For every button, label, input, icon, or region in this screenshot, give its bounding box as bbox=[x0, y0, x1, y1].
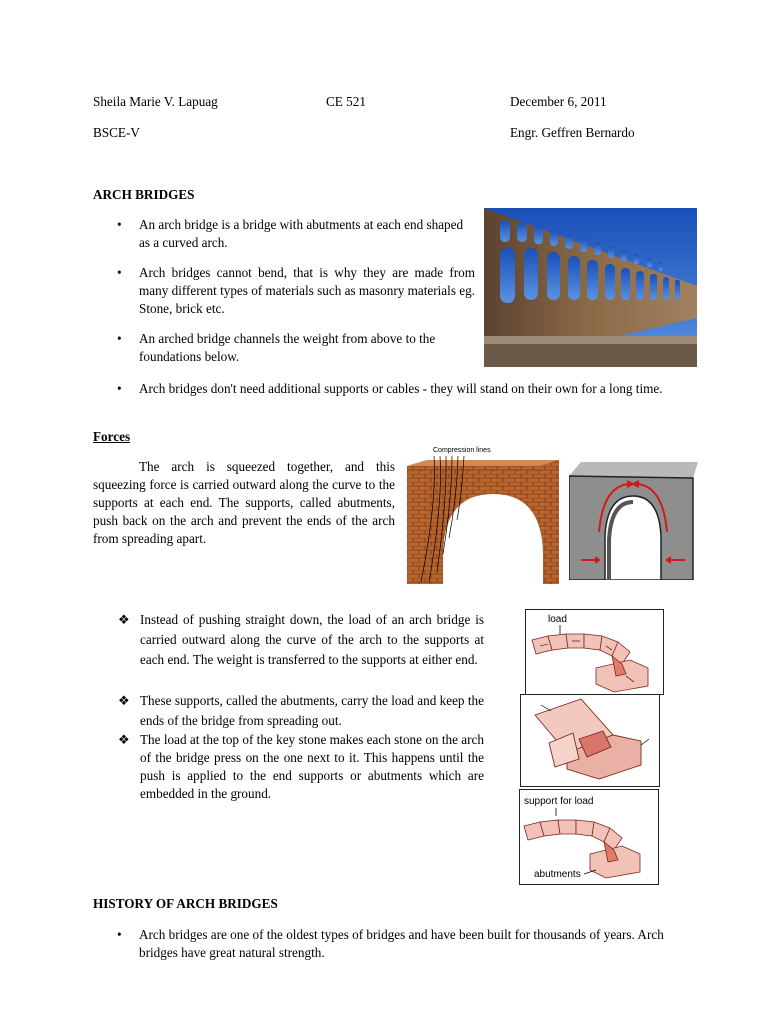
bullet-item bbox=[117, 330, 477, 366]
diamond-item bbox=[118, 610, 484, 670]
gray-arch-diagram bbox=[569, 462, 698, 580]
bullet-item bbox=[117, 216, 477, 252]
compression-lines-label: Compression lines bbox=[433, 447, 491, 454]
bullet-item bbox=[117, 380, 695, 398]
diamond-text: These supports, called the abutments, carry the load and keep the ends of the bridge from spreading out. bbox=[140, 693, 484, 728]
load-arch-figure bbox=[525, 609, 664, 695]
bullet-icon: • bbox=[117, 265, 122, 280]
bullet-text: Arch bridges cannot bend, that is why they are made from many different types of materials such as masonry materials eg. Stone, brick etc. bbox=[139, 265, 475, 316]
bullet-icon: • bbox=[117, 331, 122, 346]
bullet-text: An arched bridge channels the weight from above to the foundations below. bbox=[139, 331, 436, 364]
author-name: Sheila Marie V. Lapuag bbox=[93, 94, 218, 109]
forces-paragraph: The arch is squeezed together, and this squeezing force is carried outward along the curve to the supports at each end. The supports, called abutments, push back on the arch and prevent the ends of the arch from spreading apart. bbox=[93, 459, 395, 546]
section-title-arch-bridges: ARCH BRIDGES bbox=[93, 187, 195, 202]
support-figure bbox=[519, 789, 659, 885]
bullet-text: Arch bridges don't need additional supports or cables - they will stand on their own for a long time. bbox=[139, 381, 663, 396]
bullet-text: Arch bridges are one of the oldest types of bridges and have been built for thousands of years. Arch bridges have great natural strength. bbox=[139, 927, 664, 960]
bullet-icon: • bbox=[117, 927, 122, 942]
support-label: support for load bbox=[524, 796, 594, 807]
bullet-icon: • bbox=[117, 217, 122, 232]
diamond-item bbox=[118, 731, 484, 803]
abutments-label: abutments bbox=[534, 869, 581, 880]
bullet-item bbox=[117, 264, 475, 318]
load-label: load bbox=[548, 614, 567, 625]
bullet-item bbox=[117, 926, 697, 962]
course-code: CE 521 bbox=[326, 94, 366, 109]
section-title-forces: Forces bbox=[93, 429, 131, 444]
diamond-text: Instead of pushing straight down, the load of an arch bridge is carried outward along the curve of the arch to the supports at each end. The weight is transferred to the supports at either end. bbox=[140, 612, 484, 667]
program-label: BSCE-V bbox=[93, 125, 140, 140]
diamond-item bbox=[118, 691, 484, 731]
diamond-bullet-icon: ❖ bbox=[118, 612, 130, 627]
keystone-figure bbox=[520, 694, 660, 787]
bullet-text: An arch bridge is a bridge with abutments at each end shaped as a curved arch. bbox=[139, 217, 464, 250]
aqueduct-photo bbox=[484, 208, 697, 367]
document-date: December 6, 2011 bbox=[510, 94, 607, 109]
instructor-name: Engr. Geffren Bernardo bbox=[510, 125, 635, 140]
bullet-icon: • bbox=[117, 381, 122, 396]
diamond-bullet-icon: ❖ bbox=[118, 732, 130, 747]
brick-arch-diagram bbox=[407, 442, 560, 584]
diamond-bullet-icon: ❖ bbox=[118, 693, 130, 708]
diamond-text: The load at the top of the key stone makes each stone on the arch of the bridge press on the one next to it. This happens until the push is applied to the end supports or abutments which are embedded in the ground. bbox=[140, 732, 484, 801]
section-title-history: HISTORY OF ARCH BRIDGES bbox=[93, 896, 278, 911]
